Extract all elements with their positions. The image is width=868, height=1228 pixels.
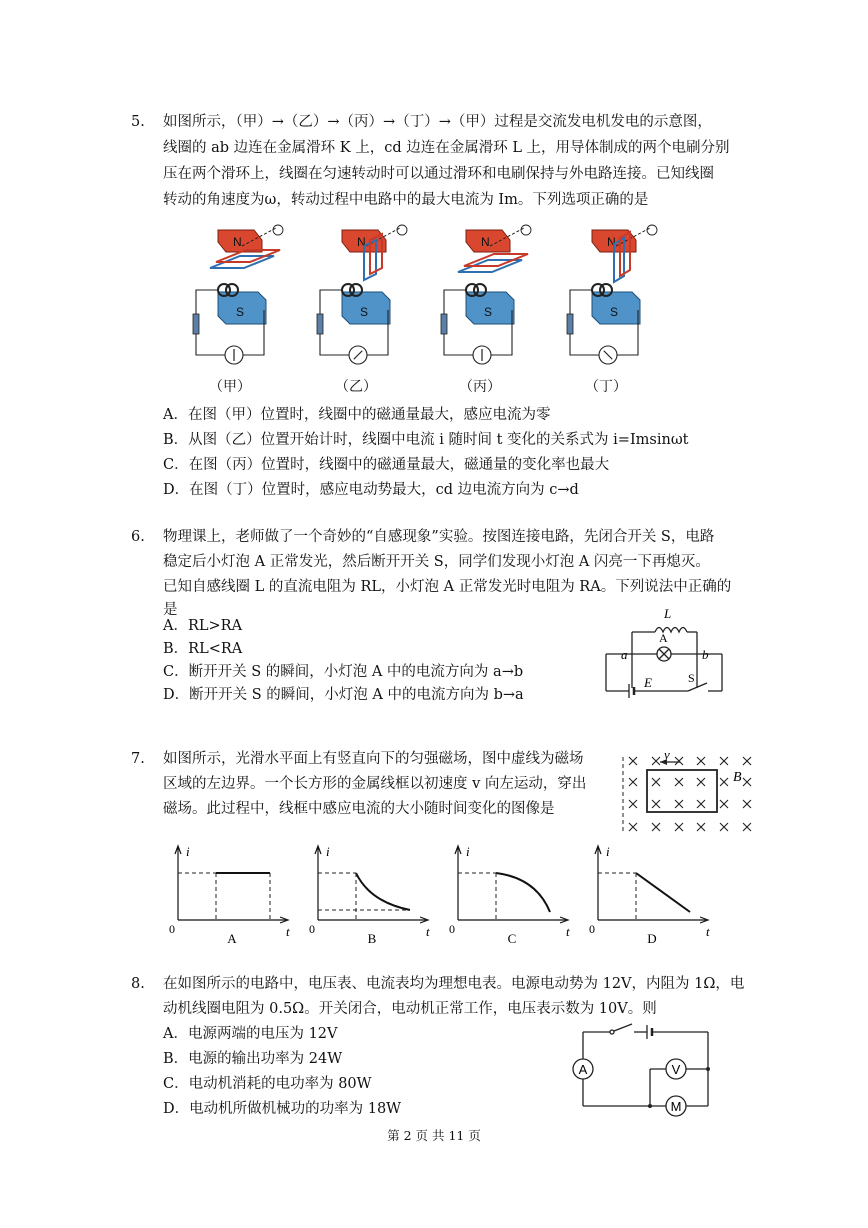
q5-number: 5. [131,114,145,130]
brush-bar [317,314,323,334]
axis-i-label: i [326,844,330,859]
velocity-label: v [664,747,670,762]
graph-option-label: B [367,931,377,946]
field-cross [652,800,660,808]
axis-i-label: i [186,844,190,859]
caption-jia: （甲） [209,379,251,395]
field-cross [697,778,705,786]
motor-circuit [0,1018,868,1118]
caption-bing: （丙） [459,379,501,395]
q6-line-3: 已知自感线圈 L 的直流电阻为 RL，小灯泡 A 正常发光时电阻为 RA。下列说法中正确的 [163,579,732,595]
caption-yi: （乙） [335,379,377,395]
switch-label: S [688,671,695,685]
lamp-label: A [659,631,668,645]
origin-label: 0 [589,922,595,936]
graph-curve [636,873,690,912]
magnetic-field-figure [0,745,868,835]
field-cross [743,823,751,831]
graph-guides [458,873,496,920]
origin-label: 0 [169,922,175,936]
brush-bar [193,314,199,334]
q5-line-3: 压在两个滑环上，线圈在匀速转动时可以通过滑环和电刷保持与外电路连接。已知线圈 [163,166,714,182]
q7-line-1: 如图所示，光滑水平面上有竖直向下的匀强磁场，图中虚线为磁场 [163,751,584,767]
graph-curve [496,873,550,912]
field-cross [743,778,751,786]
graph-guides [318,873,410,920]
graph-curve [356,873,410,910]
q8-option-d: D．电动机所做机械功的功率为 18W [163,1101,402,1117]
graph-option-a [169,844,290,946]
q6-option-d: D．断开开关 S 的瞬间，小灯泡 A 中的电流方向为 b→a [163,687,524,703]
q8-line-1: 在如图所示的电路中，电压表、电流表均为理想电表。电源电动势为 12V，内阻为 1Ω，电 [163,976,745,992]
q7-line-3: 磁场。此过程中，线框中感应电流的大小随时间变化的图像是 [163,801,555,817]
voltmeter-label: V [671,1062,681,1077]
north-pole-label: N [233,235,242,249]
axis-t-label: t [286,924,290,939]
field-cross [652,823,660,831]
field-cross [720,823,728,831]
node-a-label: a [621,647,628,662]
graph-option-label: D [647,931,657,946]
field-cross [675,800,683,808]
axis-t-label: t [706,924,710,939]
q6-line-1: 物理课上，老师做了一个奇妙的“自感现象”实验。按图连接电路，先闭合开关 S，电路 [163,529,715,545]
caption-ding: （丁） [585,379,627,395]
field-cross [743,800,751,808]
motor-label: M [670,1099,682,1114]
coil-label: L [664,606,672,621]
generator-panel-3 [441,225,531,364]
field-cross [629,800,637,808]
north-pole-label: N [481,235,490,249]
axis-i-label: i [466,844,470,859]
rotation-indicator [647,225,657,235]
q8-number: 8. [131,976,145,992]
brush-bar [441,314,447,334]
graph-option-label: C [507,931,517,946]
south-pole-label: S [484,305,493,319]
north-pole-label: N [607,235,616,249]
generator-diagrams [0,220,868,420]
generator-panel-2 [317,225,407,364]
rotation-indicator [397,225,407,235]
rotation-indicator [273,225,283,235]
q6-line-4: 是 [163,602,178,618]
q6-option-a: A．RL>RA [163,618,243,634]
q8-option-a: A．电源两端的电压为 12V [163,1026,338,1042]
graph-guides [598,873,636,920]
graph-option-b [309,844,430,946]
field-cross [720,800,728,808]
field-cross [629,823,637,831]
page-footer: 第 2 页 共 11 页 [387,1128,481,1143]
field-label: B [733,770,742,785]
q7-line-2: 区域的左边界。一个长方形的金属线框以初速度 v 向左运动，穿出 [163,776,587,792]
origin-label: 0 [449,922,455,936]
field-cross [675,823,683,831]
field-cross [629,778,637,786]
axis-t-label: t [426,924,430,939]
q5-option-c: C．在图（丙）位置时，线圈中的磁通量最大，磁通量的变化率也最大 [163,457,610,473]
brush-bar [567,314,573,334]
field-cross [675,778,683,786]
q5-line-4: 转动的角速度为ω，转动过程中电路中的最大电流为 Im。下列选项正确的是 [163,192,649,208]
q8-line-2: 动机线圈电阻为 0.5Ω。开关闭合，电动机正常工作，电压表示数为 10V。则 [163,1001,657,1017]
field-cross [675,757,683,765]
q5-line-2: 线圈的 ab 边连在金属滑环 K 上，cd 边连在金属滑环 L 上，用导体制成的两个电刷分别 [163,140,730,156]
q8-option-c: C．电动机消耗的电功率为 80W [163,1076,372,1092]
q5-option-a: A．在图（甲）位置时，线圈中的磁通量最大，感应电流为零 [163,407,551,423]
q8-option-b: B．电源的输出功率为 24W [163,1051,343,1067]
south-pole-label: S [360,305,369,319]
graph-option-d [589,844,710,946]
self-induction-circuit [0,590,868,710]
ammeter-label: A [578,1062,588,1077]
field-cross [629,757,637,765]
field-cross [743,757,751,765]
q5-option-b: B．从图（乙）位置开始计时，线圈中电流 i 随时间 t 变化的关系式为 i=Imsinωt [163,432,689,448]
axis-t-label: t [566,924,570,939]
graph-option-c [449,844,570,946]
axis-i-label: i [606,844,610,859]
origin-label: 0 [309,922,315,936]
field-cross [652,778,660,786]
south-pole-label: S [236,305,245,319]
graph-option-label: A [227,931,237,946]
node-b-label: b [702,647,709,662]
south-pole-label: S [610,305,619,319]
field-cross [697,823,705,831]
q5-option-d: D．在图（丁）位置时，感应电动势最大，cd 边电流方向为 c→d [163,482,579,498]
graph-guides [178,873,270,920]
q5-line-1: 如图所示，（甲）→（乙）→（丙）→（丁）→（甲）过程是交流发电机发电的示意图， [163,114,712,130]
q7-number: 7. [131,751,145,767]
field-cross [697,757,705,765]
q6-option-c: C．断开开关 S 的瞬间，小灯泡 A 中的电流方向为 a→b [163,664,524,680]
current-time-graphs [0,840,868,950]
field-cross [697,800,705,808]
q6-number: 6. [131,529,145,545]
field-cross [720,757,728,765]
generator-panel-1 [193,225,283,364]
q6-option-b: B．RL<RA [163,641,243,657]
emf-label: E [644,675,652,690]
q6-line-2: 稳定后小灯泡 A 正常发光，然后断开开关 S，同学们发现小灯泡 A 闪亮一下再熄灭。 [163,554,710,570]
field-cross [652,757,660,765]
generator-panel-4 [567,225,657,364]
field-cross [720,778,728,786]
north-pole-label: N [357,235,366,249]
rotation-indicator [521,225,531,235]
